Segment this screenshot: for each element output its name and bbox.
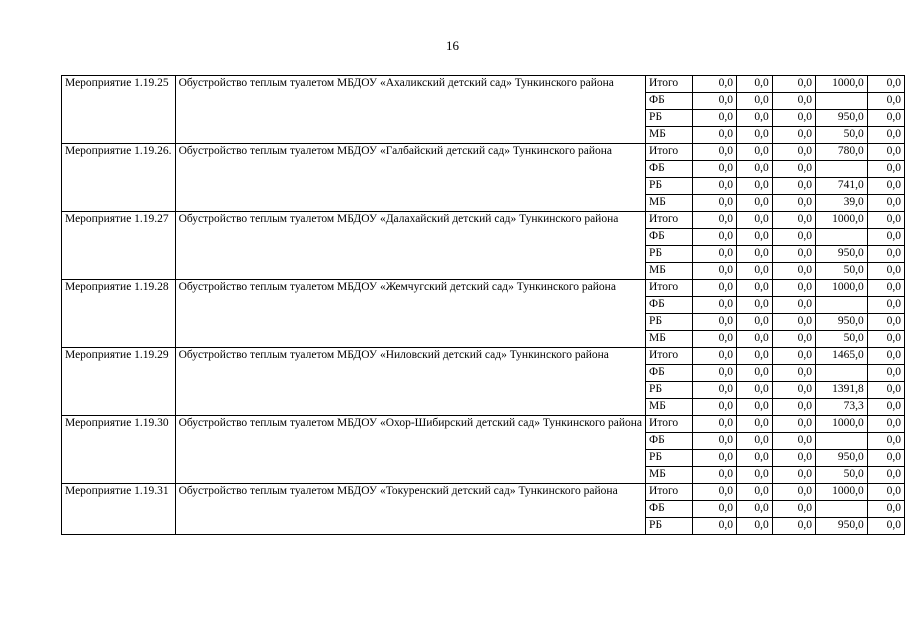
- amount-cell: 0,0: [692, 110, 736, 127]
- amount-cell: 0,0: [772, 348, 815, 365]
- amount-cell: 0,0: [772, 195, 815, 212]
- amount-cell: 39,0: [816, 195, 868, 212]
- table-row: [62, 416, 905, 433]
- measure-description: Обустройство теплым туалетом МБДОУ «Ахаликский детский сад» Тункинского района: [175, 76, 645, 144]
- measure-description: Обустройство теплым туалетом МБДОУ «Далахайский детский сад» Тункинского района: [175, 212, 645, 280]
- amount-cell: 0,0: [772, 178, 815, 195]
- amount-cell: 0,0: [692, 518, 736, 535]
- amount-cell: 0,0: [737, 365, 773, 382]
- amount-cell: 0,0: [867, 331, 904, 348]
- funding-source: РБ: [646, 246, 693, 263]
- amount-cell: 0,0: [692, 144, 736, 161]
- amount-cell: 0,0: [737, 416, 773, 433]
- amount-cell: 0,0: [867, 365, 904, 382]
- amount-cell: 0,0: [867, 467, 904, 484]
- funding-source: РБ: [646, 178, 693, 195]
- funding-source: МБ: [646, 263, 693, 280]
- measure-code: Мероприятие 1.19.27: [62, 212, 176, 280]
- amount-cell: 0,0: [692, 297, 736, 314]
- amount-cell: 50,0: [816, 467, 868, 484]
- amount-cell: 0,0: [772, 331, 815, 348]
- amount-cell: 0,0: [867, 212, 904, 229]
- funding-source: ФБ: [646, 365, 693, 382]
- amount-cell: 0,0: [867, 399, 904, 416]
- funding-source: Итого: [646, 484, 693, 501]
- amount-cell: 50,0: [816, 127, 868, 144]
- amount-cell: 0,0: [692, 382, 736, 399]
- amount-cell: 0,0: [772, 450, 815, 467]
- budget-table-body: [62, 76, 905, 535]
- amount-cell: 0,0: [692, 331, 736, 348]
- amount-cell: 1000,0: [816, 280, 868, 297]
- amount-cell: 0,0: [772, 110, 815, 127]
- amount-cell: 0,0: [772, 246, 815, 263]
- funding-source: Итого: [646, 348, 693, 365]
- amount-cell: 0,0: [692, 161, 736, 178]
- budget-table: [61, 75, 905, 535]
- amount-cell: 0,0: [772, 127, 815, 144]
- amount-cell: 0,0: [737, 399, 773, 416]
- amount-cell: 0,0: [692, 484, 736, 501]
- amount-cell: 0,0: [867, 280, 904, 297]
- measure-description: Обустройство теплым туалетом МБДОУ «Ниловский детский сад» Тункинского района: [175, 348, 645, 416]
- table-row: [62, 144, 905, 161]
- amount-cell: 0,0: [692, 399, 736, 416]
- amount-cell: 0,0: [737, 280, 773, 297]
- funding-source: ФБ: [646, 501, 693, 518]
- amount-cell: 0,0: [692, 314, 736, 331]
- amount-cell: 0,0: [772, 416, 815, 433]
- amount-cell: 0,0: [737, 382, 773, 399]
- funding-source: РБ: [646, 110, 693, 127]
- funding-source: Итого: [646, 212, 693, 229]
- amount-cell: 0,0: [867, 110, 904, 127]
- funding-source: Итого: [646, 280, 693, 297]
- amount-cell: 0,0: [737, 246, 773, 263]
- amount-cell: 0,0: [867, 382, 904, 399]
- amount-cell: 0,0: [737, 467, 773, 484]
- amount-cell: 1000,0: [816, 76, 868, 93]
- amount-cell: [816, 365, 868, 382]
- amount-cell: 0,0: [867, 416, 904, 433]
- amount-cell: 0,0: [737, 331, 773, 348]
- amount-cell: 0,0: [772, 518, 815, 535]
- funding-source: Итого: [646, 416, 693, 433]
- amount-cell: 0,0: [772, 297, 815, 314]
- amount-cell: 0,0: [772, 212, 815, 229]
- amount-cell: 0,0: [772, 484, 815, 501]
- amount-cell: 0,0: [867, 501, 904, 518]
- amount-cell: 0,0: [692, 178, 736, 195]
- amount-cell: 0,0: [692, 127, 736, 144]
- amount-cell: 780,0: [816, 144, 868, 161]
- amount-cell: 1391,8: [816, 382, 868, 399]
- amount-cell: 950,0: [816, 110, 868, 127]
- amount-cell: 0,0: [692, 93, 736, 110]
- amount-cell: 1000,0: [816, 416, 868, 433]
- amount-cell: [816, 229, 868, 246]
- amount-cell: 0,0: [692, 229, 736, 246]
- amount-cell: 0,0: [772, 76, 815, 93]
- table-row: [62, 348, 905, 365]
- amount-cell: 0,0: [772, 263, 815, 280]
- amount-cell: 0,0: [772, 314, 815, 331]
- measure-code: Мероприятие 1.19.29: [62, 348, 176, 416]
- amount-cell: 950,0: [816, 518, 868, 535]
- amount-cell: [816, 433, 868, 450]
- amount-cell: 0,0: [867, 484, 904, 501]
- amount-cell: 0,0: [737, 76, 773, 93]
- amount-cell: 0,0: [692, 467, 736, 484]
- amount-cell: 0,0: [867, 93, 904, 110]
- measure-code: Мероприятие 1.19.26.: [62, 144, 176, 212]
- measure-description: Обустройство теплым туалетом МБДОУ «Охор-Шибирский детский сад» Тункинского района: [175, 416, 645, 484]
- amount-cell: 0,0: [867, 127, 904, 144]
- table-row: [62, 280, 905, 297]
- amount-cell: 0,0: [772, 365, 815, 382]
- funding-source: ФБ: [646, 297, 693, 314]
- amount-cell: 0,0: [692, 348, 736, 365]
- amount-cell: 0,0: [692, 365, 736, 382]
- amount-cell: 0,0: [737, 178, 773, 195]
- amount-cell: 0,0: [737, 110, 773, 127]
- amount-cell: 0,0: [867, 297, 904, 314]
- amount-cell: 0,0: [772, 280, 815, 297]
- funding-source: МБ: [646, 127, 693, 144]
- table-row: [62, 212, 905, 229]
- amount-cell: 0,0: [692, 195, 736, 212]
- funding-source: ФБ: [646, 93, 693, 110]
- amount-cell: 0,0: [737, 433, 773, 450]
- amount-cell: 0,0: [692, 416, 736, 433]
- funding-source: РБ: [646, 450, 693, 467]
- amount-cell: 0,0: [737, 501, 773, 518]
- amount-cell: 0,0: [737, 229, 773, 246]
- amount-cell: [816, 161, 868, 178]
- measure-description: Обустройство теплым туалетом МБДОУ «Жемчугский детский сад» Тункинского района: [175, 280, 645, 348]
- amount-cell: 0,0: [867, 178, 904, 195]
- amount-cell: 0,0: [867, 450, 904, 467]
- amount-cell: 0,0: [772, 501, 815, 518]
- funding-source: РБ: [646, 314, 693, 331]
- amount-cell: 0,0: [737, 297, 773, 314]
- amount-cell: 0,0: [867, 314, 904, 331]
- funding-source: Итого: [646, 144, 693, 161]
- funding-source: ФБ: [646, 229, 693, 246]
- amount-cell: 0,0: [737, 263, 773, 280]
- amount-cell: 0,0: [772, 229, 815, 246]
- funding-source: Итого: [646, 76, 693, 93]
- amount-cell: 0,0: [772, 144, 815, 161]
- measure-code: Мероприятие 1.19.31: [62, 484, 176, 535]
- page-number: 16: [446, 38, 459, 53]
- amount-cell: 0,0: [867, 229, 904, 246]
- amount-cell: 0,0: [692, 76, 736, 93]
- amount-cell: 0,0: [737, 144, 773, 161]
- amount-cell: [816, 297, 868, 314]
- amount-cell: 50,0: [816, 263, 868, 280]
- amount-cell: 1000,0: [816, 212, 868, 229]
- funding-source: МБ: [646, 399, 693, 416]
- amount-cell: 73,3: [816, 399, 868, 416]
- amount-cell: 0,0: [737, 484, 773, 501]
- amount-cell: 0,0: [737, 348, 773, 365]
- amount-cell: 0,0: [772, 467, 815, 484]
- amount-cell: 0,0: [737, 127, 773, 144]
- measure-code: Мероприятие 1.19.25: [62, 76, 176, 144]
- amount-cell: [816, 501, 868, 518]
- amount-cell: 0,0: [692, 246, 736, 263]
- funding-source: РБ: [646, 518, 693, 535]
- amount-cell: 0,0: [737, 93, 773, 110]
- amount-cell: 0,0: [737, 195, 773, 212]
- funding-source: МБ: [646, 467, 693, 484]
- amount-cell: 0,0: [772, 161, 815, 178]
- amount-cell: 0,0: [692, 212, 736, 229]
- amount-cell: 0,0: [867, 161, 904, 178]
- amount-cell: 0,0: [867, 263, 904, 280]
- amount-cell: 50,0: [816, 331, 868, 348]
- amount-cell: 0,0: [772, 93, 815, 110]
- amount-cell: 950,0: [816, 246, 868, 263]
- amount-cell: 950,0: [816, 314, 868, 331]
- table-row: [62, 484, 905, 501]
- amount-cell: 0,0: [692, 280, 736, 297]
- amount-cell: 0,0: [867, 348, 904, 365]
- amount-cell: 0,0: [737, 518, 773, 535]
- amount-cell: [816, 93, 868, 110]
- amount-cell: 0,0: [737, 161, 773, 178]
- funding-source: МБ: [646, 331, 693, 348]
- amount-cell: 1000,0: [816, 484, 868, 501]
- amount-cell: 0,0: [772, 382, 815, 399]
- amount-cell: 0,0: [737, 314, 773, 331]
- measure-description: Обустройство теплым туалетом МБДОУ «Галбайский детский сад» Тункинского района: [175, 144, 645, 212]
- amount-cell: 1465,0: [816, 348, 868, 365]
- amount-cell: 0,0: [737, 212, 773, 229]
- amount-cell: 0,0: [692, 450, 736, 467]
- measure-code: Мероприятие 1.19.30: [62, 416, 176, 484]
- amount-cell: 0,0: [692, 501, 736, 518]
- amount-cell: 0,0: [772, 433, 815, 450]
- funding-source: ФБ: [646, 433, 693, 450]
- amount-cell: 0,0: [867, 518, 904, 535]
- amount-cell: 0,0: [867, 246, 904, 263]
- measure-description: Обустройство теплым туалетом МБДОУ «Токуренский детский сад» Тункинского района: [175, 484, 645, 535]
- amount-cell: 0,0: [692, 433, 736, 450]
- amount-cell: 741,0: [816, 178, 868, 195]
- funding-source: ФБ: [646, 161, 693, 178]
- amount-cell: 0,0: [692, 263, 736, 280]
- amount-cell: 0,0: [867, 433, 904, 450]
- amount-cell: 0,0: [867, 76, 904, 93]
- funding-source: МБ: [646, 195, 693, 212]
- measure-code: Мероприятие 1.19.28: [62, 280, 176, 348]
- amount-cell: 950,0: [816, 450, 868, 467]
- amount-cell: 0,0: [867, 195, 904, 212]
- table-row: [62, 76, 905, 93]
- amount-cell: 0,0: [867, 144, 904, 161]
- amount-cell: 0,0: [737, 450, 773, 467]
- amount-cell: 0,0: [772, 399, 815, 416]
- funding-source: РБ: [646, 382, 693, 399]
